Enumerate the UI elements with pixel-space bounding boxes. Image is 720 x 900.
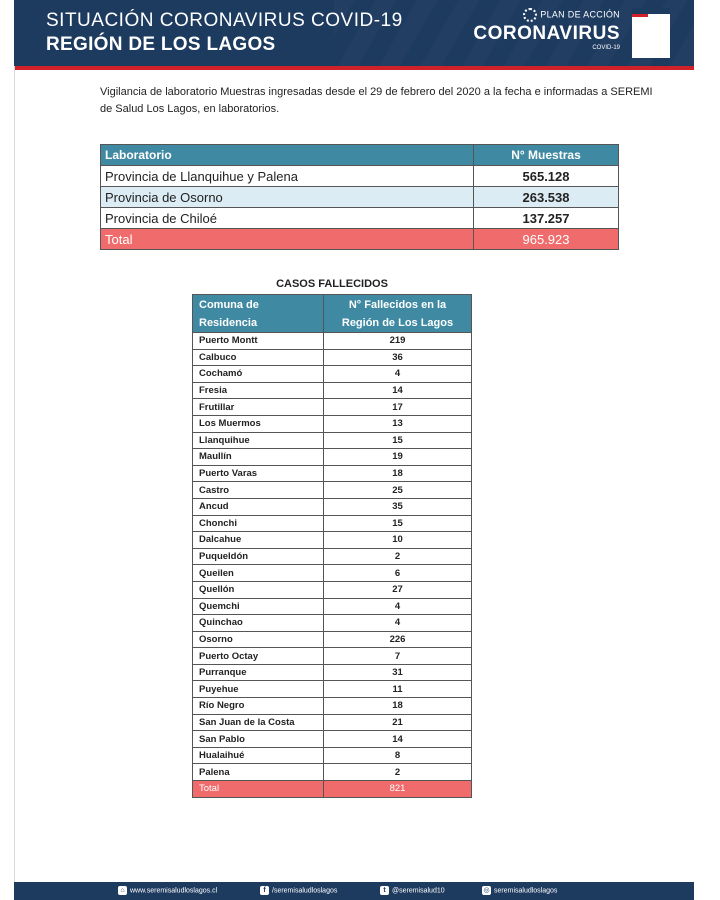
comuna-name: Quinchao [193,615,324,632]
fallecidos-value: 19 [324,449,472,466]
table-row [193,581,472,598]
lab-value: 565.128 [474,166,619,187]
comuna-name: Calbuco [193,349,324,366]
header-region: REGIÓN DE LOS LAGOS [46,34,276,55]
brand-top-text: PLAN DE ACCIÓN [540,9,620,20]
header-title: SITUACIÓN CORONAVIRUS COVID-19 [46,10,403,31]
fallecidos-value: 4 [324,598,472,615]
comuna-name: Puerto Varas [193,465,324,482]
table-row [193,698,472,715]
comuna-name: Puerto Octay [193,648,324,665]
header-comuna-line2: Residencia [199,316,258,329]
fallecidos-value: 15 [324,432,472,449]
table-header-row [101,145,619,166]
fallecidos-value: 2 [324,764,472,781]
total-value: 821 [324,781,472,798]
comuna-name: Maullín [193,449,324,466]
table-row [101,166,619,187]
total-value: 965.923 [474,229,619,250]
fallecidos-value: 35 [324,498,472,515]
table-row [193,366,472,383]
comuna-name: San Juan de la Costa [193,714,324,731]
comuna-name: Puerto Montt [193,333,324,350]
page-margin-line [14,66,15,886]
table-row [193,615,472,632]
comuna-name: Cochamó [193,366,324,383]
virus-icon [523,8,537,22]
instagram-icon: ◎ [483,887,490,894]
comuna-name: Hualaihué [193,747,324,764]
footer-instagram[interactable] [482,886,557,895]
table-row [193,498,472,515]
fallecidos-value: 7 [324,648,472,665]
comuna-name: Purranque [193,664,324,681]
table-row [193,449,472,466]
footer-web-text: www.seremisaludloslagos.cl [130,887,218,895]
table-row [193,631,472,648]
comuna-name: Quellón [193,581,324,598]
footer-facebook[interactable] [260,886,337,895]
deaths-table [192,294,472,798]
comuna-name: Frutillar [193,399,324,416]
comuna-name: Queilen [193,565,324,582]
table-row [193,598,472,615]
header-laboratorio: Laboratorio [101,145,474,166]
fallecidos-value: 25 [324,482,472,499]
fallecidos-value: 10 [324,532,472,549]
table-row [193,681,472,698]
total-row [193,781,472,798]
table-row [193,565,472,582]
header-comuna [193,295,324,333]
table-row [193,482,472,499]
intro-paragraph: Vigilancia de laboratorio Muestras ingresadas desde el 29 de febrero del 2020 a la fecha e informadas a SEREMI de Salud Los Lagos, en laboratorios. [100,86,653,115]
fallecidos-value: 11 [324,681,472,698]
fallecidos-value: 31 [324,664,472,681]
comuna-name: Los Muermos [193,415,324,432]
table-row [193,399,472,416]
comuna-name: Castro [193,482,324,499]
comuna-name: Ancud [193,498,324,515]
table-header-row [193,295,472,333]
facebook-icon: f [260,886,269,895]
comuna-name: Fresia [193,382,324,399]
table-row [101,208,619,229]
header-fallecidos [324,295,472,333]
header-muestras: N° Muestras [474,145,619,166]
footer-twitter[interactable] [380,886,445,895]
table-row [193,764,472,781]
table-row [193,648,472,665]
fallecidos-value: 13 [324,415,472,432]
table-row [193,349,472,366]
deaths-table-body [193,333,472,798]
fallecidos-value: 14 [324,382,472,399]
fallecidos-value: 27 [324,581,472,598]
deaths-caption: CASOS FALLECIDOS [276,278,388,290]
header-fallecidos-line2: Región de Los Lagos [341,316,454,329]
total-label: Total [101,229,474,250]
table-row [101,187,619,208]
fallecidos-value: 17 [324,399,472,416]
fallecidos-value: 21 [324,714,472,731]
comuna-name: San Pablo [193,731,324,748]
fallecidos-value: 18 [324,465,472,482]
table-row [193,515,472,532]
lab-name: Provincia de Osorno [101,187,474,208]
fallecidos-value: 18 [324,698,472,715]
fallecidos-value: 6 [324,565,472,582]
table-row [193,664,472,681]
footer-instagram-text: seremisaludloslagos [494,887,558,895]
fallecidos-value: 2 [324,548,472,565]
brand-main-text: CORONAVIRUS [473,23,620,44]
comuna-name: Chonchi [193,515,324,532]
twitter-icon: t [380,886,389,895]
report-header [14,0,694,70]
footer-facebook-text: /seremisaludloslagos [272,887,338,895]
footer-twitter-text: @seremisalud10 [392,887,445,895]
table-row [193,731,472,748]
fallecidos-value: 4 [324,366,472,383]
plan-accion-logo [473,8,620,51]
fallecidos-value: 226 [324,631,472,648]
header-comuna-line1: Comuna de [199,298,259,311]
comuna-name: Dalcahue [193,532,324,549]
comuna-name: Puyehue [193,681,324,698]
table-row [193,714,472,731]
brand-sub-text: COVID-19 [592,45,620,51]
footer-bar [14,882,694,900]
fallecidos-value: 4 [324,615,472,632]
table-row [193,747,472,764]
comuna-name: Osorno [193,631,324,648]
header-fallecidos-line1: N° Fallecidos en la [348,298,447,311]
fallecidos-value: 15 [324,515,472,532]
lab-samples-table [100,144,619,250]
table-row [193,382,472,399]
table-row [193,465,472,482]
footer-web[interactable] [118,886,217,895]
table-row [193,415,472,432]
lab-name: Provincia de Llanquihue y Palena [101,166,474,187]
comuna-name: Río Negro [193,698,324,715]
table-row [193,548,472,565]
fallecidos-value: 36 [324,349,472,366]
comuna-name: Llanquihue [193,432,324,449]
lab-value: 263.538 [474,187,619,208]
comuna-name: Quemchi [193,598,324,615]
table-row [193,532,472,549]
fallecidos-value: 8 [324,747,472,764]
fallecidos-value: 219 [324,333,472,350]
home-icon: ⌂ [118,886,127,895]
lab-name: Provincia de Chiloé [101,208,474,229]
table-row [193,333,472,350]
government-logo [632,8,670,58]
total-row [101,229,619,250]
fallecidos-value: 14 [324,731,472,748]
table-row [193,432,472,449]
lab-value: 137.257 [474,208,619,229]
comuna-name: Palena [193,764,324,781]
total-label: Total [193,781,324,798]
comuna-name: Puqueldón [193,548,324,565]
